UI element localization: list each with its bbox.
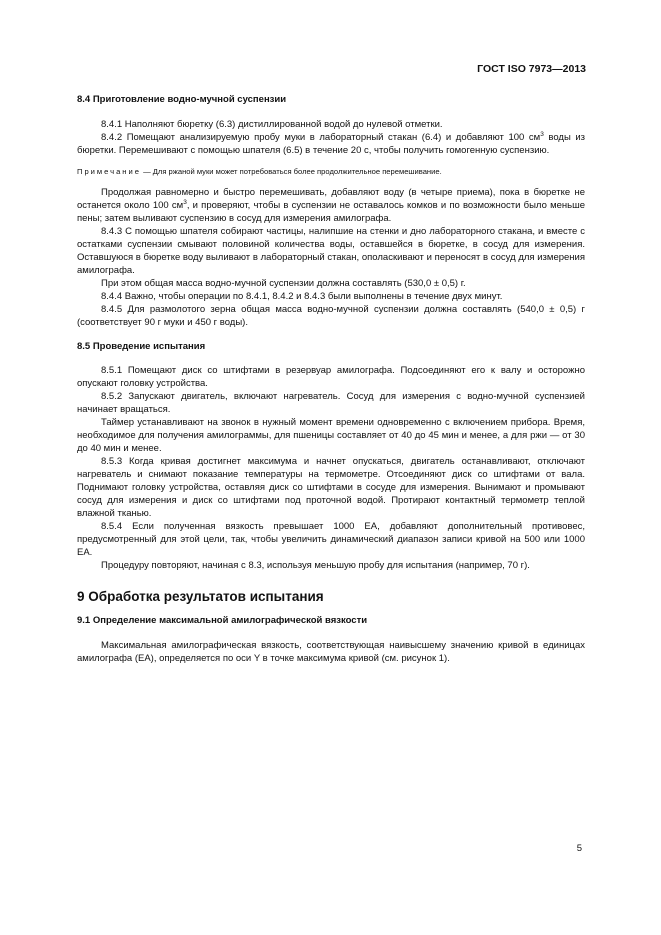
paragraph-9-1: Максимальная амилографическая вязкость, соответствующая наивысшему значению кривой в единицах амилографа (ЕА), определяется по оси Y в точке максимума кривой (см. рисунок 1). xyxy=(77,640,585,664)
paragraph-8-4-2-text-a: 8.4.2 Помещают анализируемую пробу муки в лабораторный стакан (6.4) и добавляют 100 см xyxy=(101,132,541,143)
paragraph-8-5-2: 8.5.2 Запускают двигатель, включают нагреватель. Сосуд для измерения с водно-мучной суспензией начинает вращаться. xyxy=(77,391,585,415)
paragraph-8-4-2-cont xyxy=(77,186,585,225)
paragraph-8-5-3: 8.5.3 Когда кривая достигнет максимума и начнет опускаться, двигатель останавливают, отключают нагреватель и снимают показание температуры на термометре. Отсоединяют диск со штифтами от вала. Поднимают головку устройства, оставляя диск со штифтами в сосуде для измерения. Вынимают и промывают сосуд для измерения и диск со штифтами под проточной водой. Протирают контактный термометр теплой влажной тканью. xyxy=(77,456,585,519)
note-label: Примечание xyxy=(77,167,141,176)
paragraph-8-4-2-sup: 3 xyxy=(540,130,544,138)
page-number: 5 xyxy=(576,843,582,854)
paragraph-8-4-2-cont-text-a: Продолжая равномерно и быстро перемешивать, добавляют воду (в четыре приема), пока в бюретке не останется около 100 см xyxy=(77,187,585,211)
section-9-title: 9 Обработка результатов испытания xyxy=(77,589,324,604)
paragraph-8-5-1: 8.5.1 Помещают диск со штифтами в резервуар амилографа. Подсоединяют его к валу и осторожно опускают головку устройства. xyxy=(77,365,585,389)
section-8-5-title: 8.5 Проведение испытания xyxy=(77,341,206,352)
note-text: — Для ржаной муки может потребоваться более продолжительное перемешивание. xyxy=(140,167,442,176)
standard-header: ГОСТ ISO 7973—2013 xyxy=(477,63,586,75)
paragraph-8-5-4-repeat: Процедуру повторяют, начиная с 8.3, используя меньшую пробу для испытания (например, 70 г). xyxy=(101,560,530,571)
paragraph-8-4-1: 8.4.1 Наполняют бюретку (6.3) дистиллированной водой до нулевой отметки. xyxy=(101,119,443,130)
note-8-4 xyxy=(77,166,585,177)
paragraph-8-4-5: 8.4.5 Для размолотого зерна общая масса водно-мучной суспензии должна составлять (540,0 ± 0,5) г (соответствует 90 г муки и 450 г воды). xyxy=(77,304,585,328)
section-9-1-title: 9.1 Определение максимальной амилографической вязкости xyxy=(77,615,368,626)
paragraph-8-4-2-cont-sup: 3 xyxy=(183,198,187,206)
paragraph-8-4-2 xyxy=(77,131,585,157)
section-8-4-title: 8.4 Приготовление водно-мучной суспензии xyxy=(77,94,287,105)
paragraph-8-4-3-mass: При этом общая масса водно-мучной суспензии должна составлять (530,0 ± 0,5) г. xyxy=(101,278,466,289)
paragraph-8-4-4: 8.4.4 Важно, чтобы операции по 8.4.1, 8.4.2 и 8.4.3 были выполнены в течение двух минут. xyxy=(101,291,503,302)
paragraph-8-4-2-text-b: воды из бюретки. Перемешивают с помощью шпателя (6.5) в течение 20 с, чтобы получить гомогенную суспензию. xyxy=(77,132,586,156)
paragraph-8-4-3: 8.4.3 С помощью шпателя собирают частицы, налипшие на стенки и дно лабораторного стакана, и вместе с остатками суспензии смывают половиной количества воды, оставшейся в бюретке, в сосуд для измерения. Оставшуюся в бюретке воду выливают в лабораторный стакан, ополаскивают и переносят в сосуд для измерения амилографа. xyxy=(77,226,585,276)
paragraph-8-5-4: 8.5.4 Если полученная вязкость превышает 1000 ЕА, добавляют дополнительный противовес, предусмотренный для этой цели, так, чтобы увеличить динамический диапазон записи кривой на 500 или 1000 ЕА. xyxy=(77,521,585,558)
paragraph-8-4-2-cont-text-b: , и проверяют, чтобы в суспензии не оставалось комков и по возможности было меньше пены; затем выливают суспензию в сосуд для измерения амилографа. xyxy=(77,200,585,224)
paragraph-8-5-2-timer: Таймер устанавливают на звонок в нужный момент времени одновременно с включением прибора. Время, необходимое для получения амилограммы, для пшеницы составляет от 40 до 45 мин и менее, а для ржи — от 30 до 40 мин и менее. xyxy=(77,417,585,454)
page-content xyxy=(77,93,585,665)
